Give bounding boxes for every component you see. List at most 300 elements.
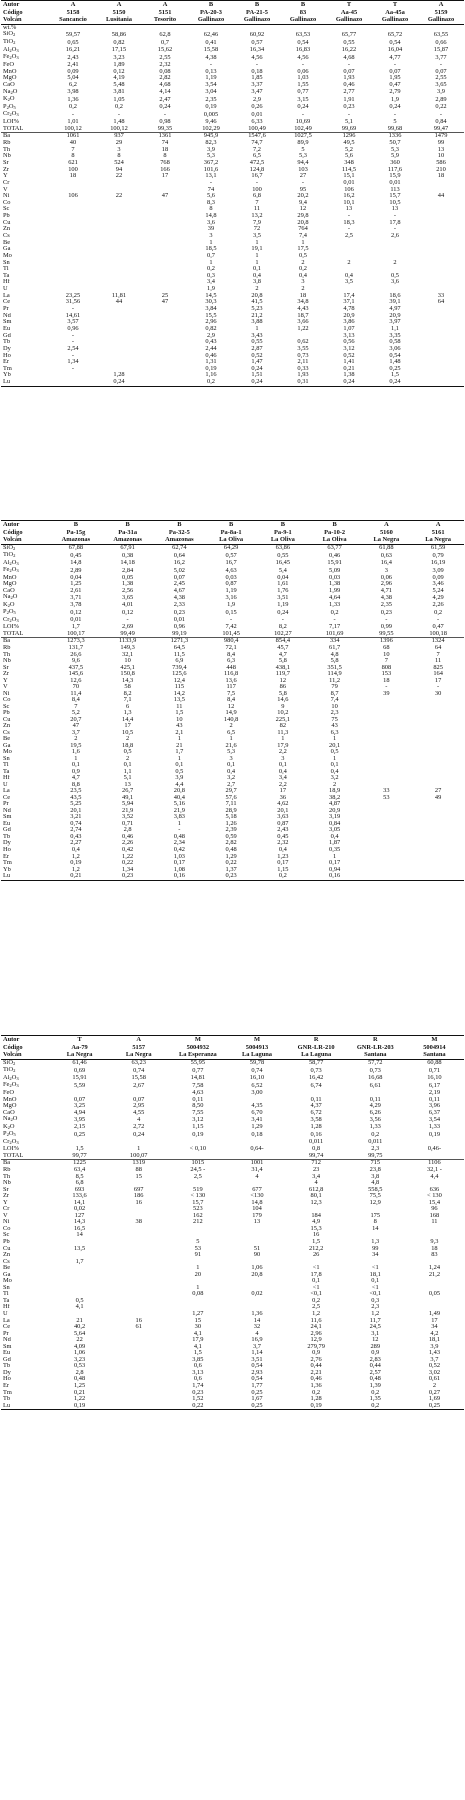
value-cell: 0,94 bbox=[329, 866, 341, 873]
value-cell: 26 bbox=[312, 1252, 320, 1259]
geochem-table bbox=[1, 0, 464, 387]
value-cell: 14,2 bbox=[173, 690, 185, 697]
value-cell: 0,04 bbox=[277, 574, 289, 581]
element-label: SiO$_2$ bbox=[3, 31, 16, 38]
element-label: Tb bbox=[3, 339, 11, 346]
value-cell: 0,59 bbox=[225, 833, 237, 840]
value-cell: 3,9 bbox=[175, 775, 184, 782]
value-cell: 75,5 bbox=[369, 1193, 381, 1200]
column-autor: A bbox=[418, 1, 464, 9]
value-cell: - bbox=[71, 111, 75, 118]
value-cell: 11,7 bbox=[369, 1317, 381, 1324]
value-cell: 5 bbox=[196, 1239, 200, 1245]
value-cell: 23 bbox=[312, 1166, 320, 1173]
element-label: Ni bbox=[3, 193, 10, 200]
header-label: Código bbox=[3, 528, 23, 536]
value-cell: 140,8 bbox=[223, 716, 239, 723]
value-cell: 15,4 bbox=[428, 1199, 441, 1206]
header-row-codigo bbox=[1, 529, 464, 537]
value-cell: 0,09 bbox=[432, 574, 444, 581]
value-cell: 0,4 bbox=[330, 833, 339, 840]
value-cell: 0,19 bbox=[428, 1131, 441, 1138]
element-label: Nb bbox=[3, 153, 11, 160]
value-cell: 16,68 bbox=[368, 1074, 383, 1082]
value-cell: 9,4 bbox=[299, 199, 307, 206]
value-cell: 4,01 bbox=[122, 601, 134, 609]
header-row-codigo bbox=[1, 1044, 464, 1052]
value-cell bbox=[96, 220, 142, 227]
value-cell: 14,9 bbox=[225, 710, 237, 717]
value-cell: 1,29 bbox=[225, 853, 237, 860]
value-cell: 8,5 bbox=[75, 1173, 84, 1180]
value-cell: 106 bbox=[68, 193, 78, 200]
value-cell: 1,28 bbox=[310, 1123, 322, 1131]
value-cell bbox=[50, 180, 96, 187]
value-cell: 4,2 bbox=[430, 1330, 439, 1337]
value-cell: 63,55 bbox=[433, 31, 449, 38]
value-cell: 5,48 bbox=[113, 81, 125, 88]
value-cell: 1,87 bbox=[329, 840, 341, 847]
column-volcan: La Oliva bbox=[205, 536, 257, 544]
value-cell: 24,1 bbox=[310, 1324, 322, 1331]
value-cell: 0,23 bbox=[205, 873, 257, 880]
column-volcan: Gallinazo bbox=[372, 16, 418, 24]
value-cell: 1,06 bbox=[73, 1350, 86, 1357]
value-cell: 4,7 bbox=[278, 651, 287, 658]
value-cell: 0,24 bbox=[326, 379, 372, 386]
value-cell: 0,9 bbox=[71, 768, 80, 775]
value-cell: 150,8 bbox=[120, 671, 135, 678]
table-row bbox=[1, 306, 464, 313]
value-cell: 10,2 bbox=[277, 710, 289, 717]
value-cell: 0,12 bbox=[122, 609, 134, 616]
element-label: Tm bbox=[3, 1389, 12, 1396]
value-cell: 3,2 bbox=[227, 775, 236, 782]
column-codigo: 5151 bbox=[158, 8, 172, 16]
value-cell: 2,54 bbox=[67, 345, 79, 352]
value-cell: 1,35 bbox=[369, 1396, 381, 1403]
column-volcan: La Oliva bbox=[309, 536, 361, 544]
value-cell: 1,07 bbox=[343, 325, 355, 332]
value-cell: 0,005 bbox=[203, 111, 219, 118]
value-cell: 3,98 bbox=[67, 88, 79, 96]
element-label: $Fe_2O_3$ bbox=[3, 54, 19, 61]
value-cell: 0,16 bbox=[154, 873, 206, 880]
value-cell: 18,1 bbox=[428, 1337, 441, 1344]
value-cell bbox=[50, 24, 96, 31]
element-label: Hf bbox=[3, 279, 10, 286]
value-cell: 854,4 bbox=[275, 637, 291, 645]
value-cell: 3,63 bbox=[277, 814, 289, 821]
value-cell: 2,87 bbox=[251, 345, 263, 352]
value-cell bbox=[142, 253, 188, 260]
value-cell: 2,45 bbox=[173, 581, 185, 588]
value-cell: 3,16 bbox=[225, 594, 237, 601]
value-cell: 15,3 bbox=[310, 1225, 322, 1232]
value-cell: 21,6 bbox=[225, 742, 237, 749]
value-cell: 0,77 bbox=[192, 1067, 204, 1074]
table-row bbox=[1, 240, 464, 247]
value-cell: 4 bbox=[314, 1180, 318, 1187]
element-label: Ba bbox=[3, 637, 11, 645]
value-cell bbox=[142, 226, 188, 233]
value-cell: 3,4 bbox=[278, 775, 287, 782]
element-label: LOI% bbox=[3, 624, 19, 631]
value-cell: 0,06 bbox=[380, 574, 392, 581]
table-row bbox=[1, 133, 464, 140]
element-label: Nb bbox=[3, 1180, 11, 1187]
value-cell: 17,9 bbox=[192, 1337, 204, 1344]
value-cell: 0,2 bbox=[434, 609, 443, 616]
value-cell: 212,2 bbox=[308, 1245, 324, 1252]
value-cell: 3,7 bbox=[71, 729, 80, 736]
table-row bbox=[1, 147, 464, 154]
value-cell: 0,24 bbox=[389, 103, 401, 111]
value-cell: 47 bbox=[161, 299, 169, 306]
value-cell: 0,63 bbox=[380, 552, 392, 559]
value-cell bbox=[142, 187, 188, 194]
value-cell: 4,43 bbox=[297, 306, 309, 313]
value-cell: 1319 bbox=[132, 1159, 146, 1167]
element-label: CaO bbox=[3, 81, 15, 88]
column-autor: B bbox=[257, 521, 309, 529]
value-cell: - bbox=[347, 213, 351, 220]
table-row bbox=[1, 233, 464, 240]
value-cell: 24,5 - bbox=[190, 1166, 206, 1173]
value-cell: 0,1 bbox=[253, 266, 261, 273]
value-cell: 0,1 bbox=[71, 762, 80, 769]
value-cell bbox=[142, 266, 188, 273]
value-cell: 1 bbox=[177, 755, 181, 762]
value-cell bbox=[50, 240, 96, 247]
value-cell: 12,6 bbox=[70, 677, 82, 684]
value-cell: 6,9 bbox=[175, 658, 184, 665]
value-cell: 102,27 bbox=[257, 631, 309, 638]
value-cell: - bbox=[301, 111, 305, 118]
value-cell: 1,55 bbox=[297, 81, 309, 88]
value-cell: 0,38 bbox=[122, 552, 134, 559]
value-cell bbox=[418, 313, 464, 320]
value-cell: 12,3 bbox=[310, 1199, 322, 1206]
value-cell: 22 bbox=[76, 1337, 83, 1344]
value-cell: 2,82 bbox=[225, 840, 237, 847]
table-row bbox=[1, 266, 464, 273]
column-codigo: Pa-31a bbox=[118, 528, 138, 536]
element-label: $K_2O$ bbox=[3, 601, 15, 608]
value-cell: 3,88 bbox=[251, 319, 263, 326]
value-cell: - bbox=[126, 616, 129, 624]
column-autor: A bbox=[96, 1, 142, 9]
table-row bbox=[1, 24, 464, 31]
value-cell: 5,16 bbox=[173, 801, 185, 808]
value-cell: 4 bbox=[255, 1330, 259, 1337]
value-cell: 4,56 bbox=[297, 54, 309, 61]
value-cell: 0,5 bbox=[75, 1297, 84, 1304]
value-cell: 0,46 bbox=[122, 833, 134, 840]
value-cell: 2,5 bbox=[193, 1173, 202, 1180]
header-label: Volcán bbox=[1, 536, 50, 544]
value-cell: 0,64- bbox=[250, 1146, 264, 1153]
value-cell: 20,1 bbox=[329, 742, 341, 749]
element-label: Hf bbox=[3, 1304, 10, 1311]
value-cell: 1547,6 bbox=[248, 132, 266, 140]
value-cell: - bbox=[71, 365, 75, 372]
value-cell: 44 bbox=[437, 193, 445, 200]
value-cell: 7 bbox=[384, 658, 388, 665]
value-cell bbox=[50, 220, 96, 227]
value-cell: 19,5 bbox=[70, 742, 82, 749]
value-cell bbox=[188, 24, 234, 31]
header-label: Código bbox=[3, 8, 23, 16]
value-cell: 17 bbox=[161, 173, 169, 180]
value-cell: 2,2 bbox=[278, 781, 287, 788]
value-cell bbox=[412, 873, 464, 880]
value-cell: 12 bbox=[279, 677, 287, 684]
value-cell: 1,48 bbox=[113, 119, 125, 126]
value-cell: 5,02 bbox=[173, 567, 185, 574]
table-row bbox=[1, 89, 464, 97]
value-cell bbox=[142, 246, 188, 253]
element-label: Mo bbox=[3, 252, 12, 259]
value-cell: 16,2 bbox=[343, 193, 355, 200]
element-label: Sc bbox=[3, 206, 10, 213]
column-codigo: Pa-32-5 bbox=[168, 528, 190, 536]
value-cell: 1,9 bbox=[391, 96, 399, 103]
element-label: $Na_2O$ bbox=[3, 594, 18, 601]
value-cell: 31,4 bbox=[251, 1166, 263, 1173]
value-cell: 764 bbox=[298, 226, 308, 233]
element-label: La bbox=[3, 788, 10, 795]
element-label: Lu bbox=[1, 873, 50, 880]
value-cell: 15,1 bbox=[343, 173, 355, 180]
value-cell: 1,5 bbox=[75, 1146, 84, 1153]
value-cell: 0,12 bbox=[113, 68, 125, 75]
value-cell: 3,4 bbox=[312, 1173, 321, 1180]
value-cell: 0,87 bbox=[277, 820, 289, 827]
value-cell: 64 bbox=[437, 299, 445, 306]
value-cell: 99 bbox=[372, 1245, 379, 1252]
value-cell: <1 bbox=[371, 1265, 379, 1272]
value-cell: 1,2 bbox=[71, 866, 80, 873]
value-cell: 12 bbox=[299, 206, 307, 213]
value-cell: 1,39 bbox=[369, 1383, 381, 1390]
value-cell: 20,8 bbox=[297, 219, 309, 226]
value-cell: 1,38 bbox=[329, 581, 341, 588]
value-cell: 7,58 bbox=[192, 1082, 204, 1089]
value-cell: 17,8 bbox=[389, 219, 401, 226]
value-cell: 3,6 bbox=[207, 219, 215, 226]
value-cell: 2 bbox=[301, 286, 305, 293]
value-cell: 1,48 bbox=[389, 359, 401, 366]
value-cell: 4,64 bbox=[329, 594, 341, 601]
table-row bbox=[1, 379, 464, 386]
value-cell bbox=[96, 279, 142, 286]
value-cell: - bbox=[347, 226, 351, 233]
value-cell bbox=[96, 24, 142, 31]
value-cell: 2,55 bbox=[435, 75, 447, 82]
value-cell: 5,9 bbox=[391, 153, 399, 160]
element-label: MgO bbox=[3, 75, 17, 82]
value-cell bbox=[418, 266, 464, 273]
table-row bbox=[1, 319, 464, 326]
value-cell: 1,93 bbox=[343, 75, 355, 82]
value-cell: 0,24 bbox=[133, 1131, 145, 1138]
value-cell: 7 bbox=[74, 703, 78, 710]
value-cell: 2,6 bbox=[391, 233, 399, 239]
value-cell: 57,72 bbox=[368, 1059, 383, 1067]
value-cell: 1296 bbox=[342, 132, 356, 140]
element-label: Zn bbox=[3, 1252, 11, 1259]
value-cell: - bbox=[71, 332, 75, 339]
value-cell: 15,62 bbox=[157, 46, 173, 54]
value-cell: 13 bbox=[124, 781, 131, 788]
value-cell bbox=[418, 306, 464, 313]
element-label: Ga bbox=[3, 1271, 11, 1278]
value-cell: 0,2 bbox=[330, 609, 339, 616]
value-cell: 3,6 bbox=[391, 279, 399, 286]
element-label: Nd bbox=[3, 1337, 11, 1344]
element-label: V bbox=[3, 1212, 8, 1219]
value-cell: 3,66 bbox=[297, 319, 309, 326]
value-cell: 10 bbox=[383, 651, 390, 658]
value-cell bbox=[50, 253, 96, 260]
value-cell: 5,24 bbox=[432, 587, 444, 594]
value-cell: 15,87 bbox=[433, 46, 449, 54]
value-cell: 99,19 bbox=[154, 631, 206, 638]
value-cell: 0,5 bbox=[299, 252, 307, 259]
value-cell: 3,96 bbox=[428, 1103, 441, 1110]
value-cell: 0,15 bbox=[225, 609, 237, 616]
value-cell: 11,6 bbox=[310, 1317, 322, 1324]
element-label: TOTAL bbox=[1, 631, 50, 638]
value-cell: 14,8 bbox=[251, 1199, 263, 1206]
value-cell bbox=[50, 372, 96, 379]
value-cell: 99,69 bbox=[326, 126, 372, 133]
value-cell: 101,69 bbox=[309, 631, 361, 638]
value-cell: 2,56 bbox=[122, 587, 134, 594]
column-volcan: Gallinazo bbox=[280, 16, 326, 24]
value-cell: 0,25 bbox=[405, 1403, 464, 1410]
value-cell: 4 bbox=[255, 1173, 259, 1180]
value-cell: 3,43 bbox=[251, 332, 263, 339]
element-label: $Al_2O_3$ bbox=[3, 1074, 19, 1081]
value-cell: - bbox=[385, 684, 388, 691]
value-cell: 29,7 bbox=[225, 788, 237, 795]
value-cell: - bbox=[230, 616, 233, 624]
value-cell: 95 bbox=[299, 186, 307, 193]
element-label: Ce bbox=[3, 1324, 11, 1331]
value-cell: 3,41 bbox=[251, 1116, 263, 1123]
value-cell: 0,18 bbox=[251, 1131, 263, 1138]
element-label: Be bbox=[3, 239, 11, 246]
value-cell: 0,19 bbox=[192, 1131, 204, 1138]
value-cell: 13,1 bbox=[205, 173, 217, 180]
value-cell: 693 bbox=[74, 1186, 85, 1193]
column-volcan: Santana bbox=[405, 1051, 464, 1059]
value-cell: 33 bbox=[437, 292, 445, 299]
value-cell bbox=[418, 213, 464, 220]
value-cell: 8,4 bbox=[227, 697, 236, 704]
value-cell: 101,6 bbox=[203, 166, 219, 173]
value-cell: 43,5 bbox=[70, 794, 82, 801]
value-cell: 61 bbox=[135, 1324, 142, 1331]
value-cell: 8 bbox=[71, 153, 75, 160]
value-cell: 5,59 bbox=[73, 1082, 86, 1089]
value-cell bbox=[418, 273, 464, 280]
value-cell: 32,1 - bbox=[426, 1166, 442, 1173]
element-label: MgO bbox=[3, 1103, 17, 1110]
value-cell: 99,77 bbox=[50, 1153, 109, 1160]
value-cell: 3,06 bbox=[389, 345, 401, 352]
value-cell: 15,91 bbox=[327, 559, 342, 567]
element-label: Mo bbox=[3, 749, 12, 756]
value-cell bbox=[50, 279, 96, 286]
element-label: Th bbox=[3, 1173, 11, 1180]
value-cell bbox=[280, 333, 326, 340]
value-cell: 1,33 bbox=[428, 1123, 441, 1131]
value-cell: 1,77 bbox=[251, 1383, 263, 1390]
table-row bbox=[1, 1082, 464, 1090]
value-cell: 3,86 bbox=[343, 319, 355, 326]
value-cell: - bbox=[209, 179, 213, 186]
value-cell: <130 bbox=[250, 1193, 264, 1200]
value-cell: 1,61 bbox=[277, 581, 289, 588]
table-row bbox=[1, 82, 464, 89]
value-cell: 0,2 bbox=[188, 379, 234, 386]
value-cell: 59,57 bbox=[65, 31, 81, 38]
element-label: Pr bbox=[3, 1330, 9, 1337]
table-row bbox=[1, 617, 464, 625]
value-cell: 3,56 bbox=[369, 1116, 381, 1123]
value-cell: 2,95 bbox=[133, 1103, 145, 1110]
value-cell: 55,95 bbox=[190, 1059, 206, 1067]
value-cell: 0,19 bbox=[70, 860, 82, 867]
value-cell: 0,5 bbox=[123, 749, 132, 756]
value-cell: 63,4 bbox=[73, 1166, 86, 1173]
value-cell: 0,22 bbox=[435, 103, 447, 111]
value-cell: 425,1 bbox=[120, 664, 135, 671]
value-cell: 18,1 bbox=[369, 1271, 381, 1278]
value-cell bbox=[96, 226, 142, 233]
value-cell: 612,8 bbox=[308, 1186, 324, 1193]
value-cell: 80,1 bbox=[310, 1193, 322, 1200]
value-cell: 5,64 bbox=[73, 1330, 86, 1337]
value-cell: 0,48 bbox=[73, 1376, 86, 1383]
value-cell: 18,5 bbox=[205, 246, 217, 253]
table-row bbox=[1, 346, 464, 353]
table-row bbox=[1, 187, 464, 194]
element-label: Ta bbox=[3, 272, 10, 279]
value-cell: 4,78 bbox=[343, 306, 355, 313]
column-autor: M bbox=[405, 1036, 464, 1044]
value-cell: 58,86 bbox=[111, 31, 127, 38]
value-cell bbox=[418, 260, 464, 267]
value-cell: 0,5 bbox=[330, 749, 339, 756]
column-codigo: 5157 bbox=[132, 1043, 146, 1051]
value-cell bbox=[50, 246, 96, 253]
value-cell: 0,9 bbox=[371, 1350, 380, 1357]
value-cell: 75 bbox=[331, 716, 338, 723]
value-cell: 2,47 bbox=[159, 96, 171, 103]
table-row bbox=[1, 153, 464, 160]
value-cell: 1 bbox=[196, 1284, 200, 1291]
header-row-volcan bbox=[1, 536, 464, 544]
value-cell: 103 bbox=[298, 166, 308, 173]
element-label: $K_2O$ bbox=[3, 1123, 15, 1130]
value-cell: 3,23 bbox=[113, 54, 125, 61]
value-cell: 102,29 bbox=[188, 126, 234, 133]
value-cell: 1 bbox=[137, 1146, 141, 1153]
